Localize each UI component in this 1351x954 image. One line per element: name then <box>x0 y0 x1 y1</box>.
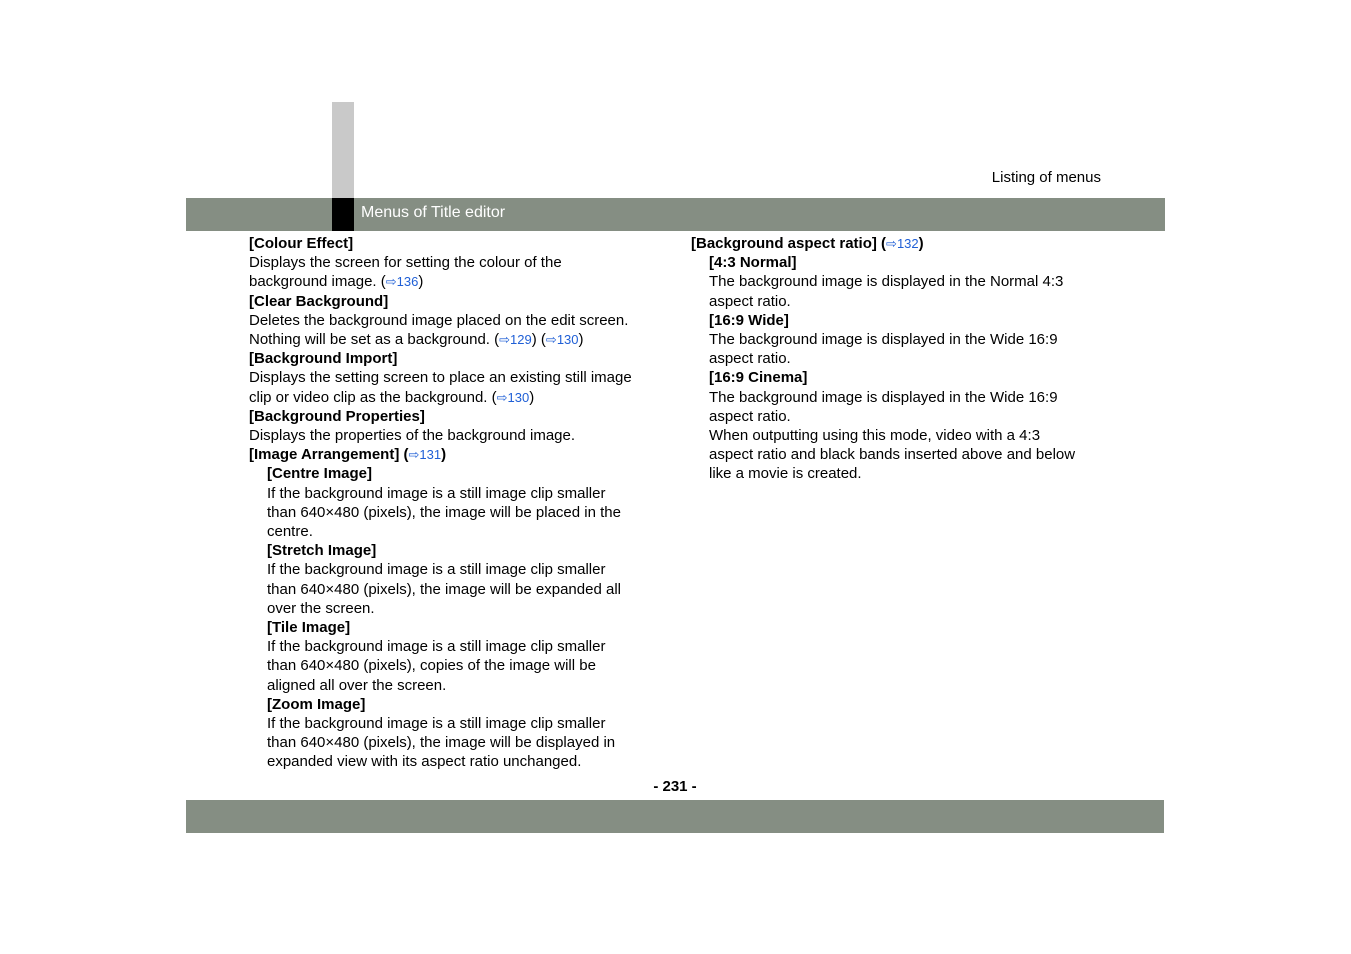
page-ref-link[interactable]: ⇨130 <box>496 389 530 405</box>
centre-image-item <box>249 464 669 541</box>
running-header: Listing of menus <box>991 169 1101 186</box>
stretch-image-text: If the background image is a still image clip smaller <box>267 561 606 579</box>
right-column <box>691 234 1121 484</box>
clear-background-heading: [Clear Background] <box>249 292 389 310</box>
wide-heading: [16:9 Wide] <box>709 311 789 329</box>
page-number: - 231 - <box>653 778 697 795</box>
page-ref-link[interactable]: ⇨129 <box>499 332 532 348</box>
clear-background-text: Nothing will be set as a background. (⇨129) (⇨130) <box>249 331 584 349</box>
arrow-right-outline-icon: ⇨ <box>385 274 397 290</box>
tile-image-text: aligned all over the screen. <box>267 676 447 694</box>
tile-image-text: than 640×480 (pixels), copies of the image will be <box>267 657 596 675</box>
wide-text: aspect ratio. <box>709 350 791 368</box>
background-import-text: Displays the setting screen to place an existing still image <box>249 369 632 387</box>
tile-image-text: If the background image is a still image clip smaller <box>267 638 606 656</box>
stretch-image-heading: [Stretch Image] <box>267 542 377 560</box>
image-arrangement-heading: [Image Arrangement] (⇨131) <box>249 446 447 464</box>
background-properties-text: Displays the properties of the background image. <box>249 427 576 445</box>
zoom-image-text: expanded view with its aspect ratio unchanged. <box>267 753 582 771</box>
background-import-heading: [Background Import] <box>249 350 398 368</box>
zoom-image-text: than 640×480 (pixels), the image will be displayed in <box>267 734 616 752</box>
arrow-right-outline-icon: ⇨ <box>499 332 511 348</box>
page-ref-link[interactable]: ⇨130 <box>545 332 579 348</box>
cinema-item <box>691 368 1121 483</box>
header-tab-black <box>332 198 354 231</box>
page-ref-link[interactable]: ⇨136 <box>385 274 419 290</box>
stretch-image-text: over the screen. <box>267 599 375 617</box>
zoom-image-item <box>249 695 669 772</box>
background-properties-heading: [Background Properties] <box>249 407 425 425</box>
stretch-image-text: than 640×480 (pixels), the image will be expanded all <box>267 580 621 598</box>
arrow-right-outline-icon: ⇨ <box>545 332 557 348</box>
cinema-text: like a movie is created. <box>709 465 862 483</box>
tile-image-heading: [Tile Image] <box>267 619 351 637</box>
colour-effect-text: background image. (⇨136) <box>249 273 424 291</box>
normal-text: aspect ratio. <box>709 292 791 310</box>
arrow-right-outline-icon: ⇨ <box>886 236 897 251</box>
centre-image-text: centre. <box>267 523 313 541</box>
left-column <box>249 234 669 772</box>
arrow-right-outline-icon: ⇨ <box>496 389 508 405</box>
zoom-image-heading: [Zoom Image] <box>267 695 366 713</box>
footer-bar <box>186 800 1164 833</box>
normal-item <box>691 253 1121 311</box>
page-ref-link[interactable]: ⇨132 <box>886 236 919 251</box>
stretch-image-item <box>249 541 669 618</box>
cinema-heading: [16:9 Cinema] <box>709 369 808 387</box>
normal-heading: [4:3 Normal] <box>709 254 797 272</box>
aspect-ratio-heading: [Background aspect ratio] (⇨132) <box>691 235 924 252</box>
centre-image-text: If the background image is a still image clip smaller <box>267 484 606 502</box>
cinema-text: aspect ratio and black bands inserted above and below <box>709 446 1076 464</box>
page-ref-link[interactable]: ⇨131 <box>408 447 442 463</box>
normal-text: The background image is displayed in the Normal 4:3 <box>709 273 1064 291</box>
colour-effect-text: Displays the screen for setting the colour of the <box>249 254 562 272</box>
arrow-right-outline-icon: ⇨ <box>408 447 420 463</box>
wide-item <box>691 311 1121 369</box>
tile-image-item <box>249 618 669 695</box>
zoom-image-text: If the background image is a still image clip smaller <box>267 715 606 733</box>
wide-text: The background image is displayed in the Wide 16:9 <box>709 331 1058 349</box>
cinema-text: When outputting using this mode, video with a 4:3 <box>709 427 1041 445</box>
centre-image-text: than 640×480 (pixels), the image will be placed in the <box>267 503 621 521</box>
colour-effect-heading: [Colour Effect] <box>249 235 354 252</box>
background-import-text: clip or video clip as the background. (⇨130) <box>249 388 535 406</box>
clear-background-text: Deletes the background image placed on the edit screen. <box>249 311 629 329</box>
section-title: Menus of Title editor <box>361 204 506 221</box>
cinema-text: The background image is displayed in the Wide 16:9 <box>709 388 1058 406</box>
centre-image-heading: [Centre Image] <box>267 465 373 483</box>
header-tab-gray <box>332 102 354 198</box>
cinema-text: aspect ratio. <box>709 407 791 425</box>
